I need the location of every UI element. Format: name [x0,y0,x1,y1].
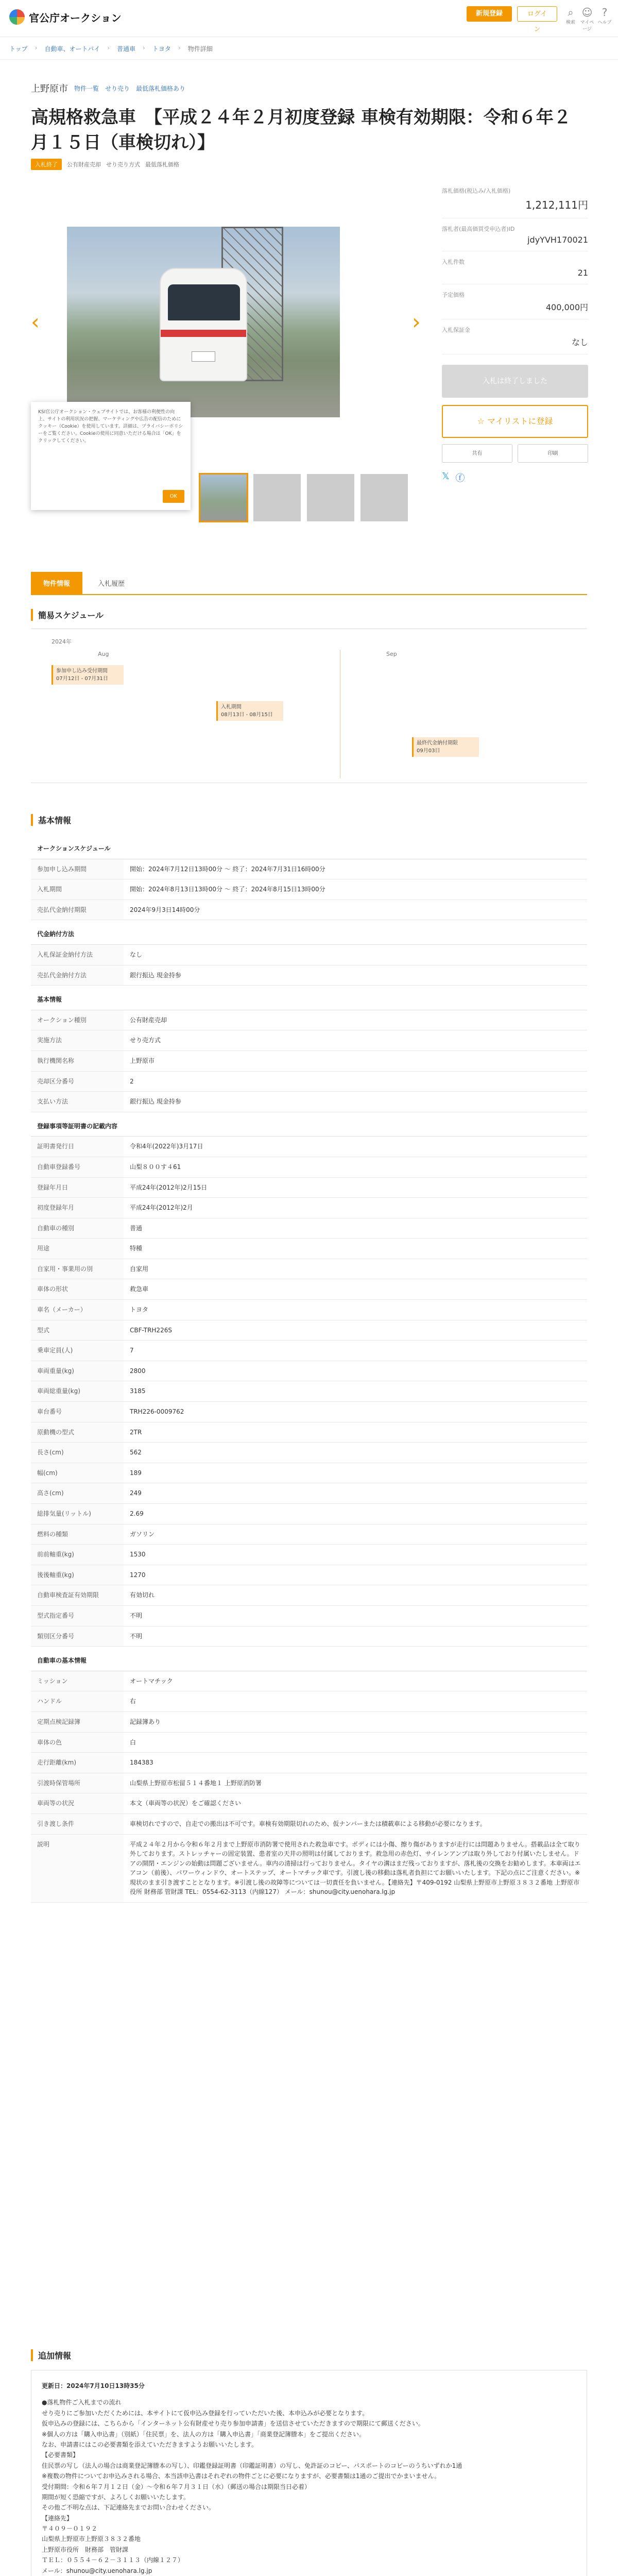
row-value: 249 [124,1483,587,1504]
help-icon[interactable]: ? ヘルプ [597,6,612,25]
text-line: ※個人の方は「購入申込書」（別紙）「住民票」を、法人の方は「購入申込書」「商業登記簿謄本」をご提出ください。 [42,2430,366,2438]
row-value: ガソリン [124,1524,587,1545]
info-group-header: オークションスケジュール [31,835,587,859]
row-value: 3185 [124,1381,587,1402]
row-key: 自家用・事業用の別 [31,1259,124,1279]
table-row [31,859,587,879]
row-value: せり売方式 [124,1030,587,1051]
table-row [31,1626,587,1647]
summary-row: 予定価格 400,000円 [442,284,588,319]
table-row [31,1320,587,1341]
table-row [31,944,587,965]
text-line: なお、申請書にはこの必要書類を添えていただきますようお願いいたします。 [42,2441,258,2448]
table-row [31,1300,587,1320]
info-group-header: 基本情報 [31,986,587,1010]
table-row [31,1773,587,1793]
user-icon[interactable]: ☺ マイページ [580,6,594,32]
thumbnail[interactable] [252,473,302,522]
table-row [31,1504,587,1524]
row-key: 車台番号 [31,1402,124,1422]
bid-button-disabled: 入札は終了しました [442,365,588,398]
table-row [31,1753,587,1773]
row-key: 型式指定番号 [31,1605,124,1626]
table-row [31,1010,587,1030]
twitter-icon[interactable]: 𝕏 [442,471,450,482]
text-line: 住民票の写し（法人の場合は商業登記簿謄本の写し）、印鑑登録証明書（印鑑証明書）の写し、免許証のコピー、パスポートのコピーのうちいずれか1通 [42,2462,462,2469]
table-row [31,1361,587,1381]
row-key: 説明 [31,1834,124,1903]
row-key: 高さ(cm) [31,1483,124,1504]
table-row [31,900,587,920]
schedule-bar-payment: 最終代金納付期限 09月03日 [412,737,479,757]
row-value: トヨタ [124,1300,587,1320]
row-key: 車名（メーカー） [31,1300,124,1320]
row-value: 車検切れですので、自走での搬出は不可です。車検有効期限切れのため、仮ナンバーまたは積載車による移動が必要になります。 [124,1814,587,1834]
row-key: 型式 [31,1320,124,1341]
row-value: 山梨県上野原市松留５１４番地１ 上野原消防署 [124,1773,587,1793]
row-key: 長さ(cm) [31,1443,124,1463]
text-line: その他ご不明な点は、下記連絡先までお問い合わせください。 [42,2504,215,2512]
row-key: 類別区分番号 [31,1626,124,1647]
info-group-header: 自動車の基本情報 [31,1647,587,1671]
row-key: 用途 [31,1239,124,1259]
row-key: 支払い方法 [31,1092,124,1112]
row-key: 幅(cm) [31,1463,124,1483]
item-breadcrumb [31,81,185,95]
text-line: メール：shunou@city.uenohara.lg.jp [42,2567,152,2574]
tag-label: せり売り方式 [106,161,140,168]
site-header [0,0,618,37]
text-line: 仮申込みの登録には、こちらから「インターネット公有財産せり売り参加申請書」を送信させていただきますので期限にて郵送ください。 [42,2420,424,2428]
prefecture-label: 上野原市 [31,83,68,94]
schedule-year: 2024年 [52,638,72,645]
updated-date: 更新日：2024年7月10日13時35分 [42,2382,145,2389]
crumb-link[interactable]: 物件一覧 [74,84,99,92]
bid-summary [442,180,588,484]
cookie-ok-button[interactable]: OK [163,490,184,503]
row-key: 初度登録年月 [31,1198,124,1218]
register-button[interactable]: 新規登録 [467,6,512,22]
tag-label: 公有財産売却 [67,161,101,168]
row-key: 登録年月日 [31,1177,124,1198]
row-value: 2.69 [124,1504,587,1524]
row-value: 特種 [124,1239,587,1259]
table-row [31,1605,587,1626]
month-label: Sep [386,651,397,657]
row-key: 実施方法 [31,1030,124,1051]
row-value: 令和4年(2022年)3月17日 [124,1137,587,1157]
table-row [31,1402,587,1422]
row-value: オートマチック [124,1671,587,1691]
text-line: 【必要書類】 [42,2451,79,2459]
extra-info-panel [31,2370,587,2576]
row-key: 前前軸重(kg) [31,1545,124,1565]
table-row [31,1157,587,1177]
row-value: 上野原市 [124,1050,587,1071]
tab-item-info[interactable]: 物件情報 [31,572,82,594]
status-badge: 入札終了 [31,159,62,170]
crumb-link[interactable]: 最低落札価格あり [136,84,186,92]
row-key: 車体の形状 [31,1279,124,1300]
table-row [31,1443,587,1463]
text-line: ＴＥＬ：０５５４－６２－３１１３（内線１２７） [42,2556,184,2564]
row-key: 走行距離(km) [31,1753,124,1773]
table-row [31,1793,587,1814]
table-row [31,1545,587,1565]
prev-photo-icon[interactable]: ‹ [31,309,40,334]
extra-info-title: 追加情報 [31,2349,587,2361]
table-row [31,1030,587,1051]
row-key: 入札保証金納付方法 [31,944,124,965]
row-key: 売却区分番号 [31,1071,124,1092]
row-key: 車両総重量(kg) [31,1381,124,1402]
row-key: 売払代金納付方法 [31,965,124,986]
brand-name: 官公庁オークション [29,11,122,24]
row-key: 自動車の種別 [31,1218,124,1239]
share-button[interactable]: 共有 [442,444,512,463]
text-line: 〒４０９－０１９２ [42,2525,98,2533]
table-row [31,1732,587,1753]
table-row [31,1381,587,1402]
nav-link[interactable]: トップ [9,45,28,53]
row-value: 救急車 [124,1279,587,1300]
add-mylist-button[interactable]: ☆ マイリストに登録 [442,405,588,438]
summary-row: 落札価格(税込み/入札価格) 1,212,111円 [442,180,588,218]
row-value: 銀行振込 現金持参 [124,1092,587,1112]
row-key: 執行機関名称 [31,1050,124,1071]
row-value: 562 [124,1443,587,1463]
row-key: 総排気量(リットル) [31,1504,124,1524]
row-key: ハンドル [31,1691,124,1712]
row-value: 2800 [124,1361,587,1381]
table-row [31,1814,587,1834]
row-value: 平成24年(2012年)2月 [124,1198,587,1218]
next-photo-icon[interactable]: › [412,309,421,334]
row-key: 車両重量(kg) [31,1361,124,1381]
row-value: 184383 [124,1753,587,1773]
month-label: Aug [98,651,109,657]
row-key: ミッション [31,1671,124,1691]
basic-info-table [31,835,587,1903]
text-line: 受付期間：令和６年７月１２日（金）～令和６年７月３１日（水）（郵送の場合は期限当日必着） [42,2483,311,2490]
table-row [31,1463,587,1483]
table-row [31,879,587,900]
table-row [31,1198,587,1218]
table-row [31,1834,587,1903]
row-value: 白 [124,1732,587,1753]
row-value: 7 [124,1341,587,1361]
row-value: 銀行振込 現金持参 [124,965,587,986]
schedule-bar-application: 参加申し込み受付期間 07月12日 - 07月31日 [52,665,124,685]
tab-bid-history[interactable]: 入札履歴 [85,572,137,594]
row-key: 乗車定員(人) [31,1341,124,1361]
table-row [31,1279,587,1300]
row-value: 右 [124,1691,587,1712]
item-tags [31,159,179,170]
row-value: 開始：2024年8月13日13時00分 ～ 終了：2024年8月15日13時00分 [124,879,587,900]
facebook-icon[interactable]: ⓕ [455,473,465,484]
row-key: 後後軸重(kg) [31,1565,124,1585]
row-value: 2 [124,1071,587,1092]
schedule-title: 簡易スケジュール [31,609,587,621]
basic-info-title: 基本情報 [31,814,587,826]
table-row [31,1218,587,1239]
row-value: 本文（車両等の状況）をご確認ください [124,1793,587,1814]
row-key: 車体の色 [31,1732,124,1753]
row-value: 1270 [124,1565,587,1585]
table-row [31,1711,587,1732]
text-line: 【連絡先】 [42,2514,73,2522]
table-row [31,1524,587,1545]
summary-row: 入札件数 21 [442,251,588,284]
info-group-header: 登録事項等証明書の記載内容 [31,1112,587,1137]
row-key: 車両等の状況 [31,1793,124,1814]
summary-row: 入札保証金 なし [442,319,588,354]
nav-link[interactable]: トヨタ [152,45,171,53]
nav-current: 物件詳細 [187,45,213,53]
row-value: 189 [124,1463,587,1483]
nav-link[interactable]: 自動車、オートバイ [44,45,100,53]
text-line: 期間が短く恐縮ですが、よろしくお願いいたします。 [42,2493,190,2501]
row-key: 引渡時保管場所 [31,1773,124,1793]
row-value: 自家用 [124,1259,587,1279]
row-value: 2024年9月3日14時00分 [124,900,587,920]
table-row [31,1050,587,1071]
schedule-bar-bidding: 入札期間 08月13日 - 08月15日 [216,701,283,721]
row-key: 自動車検査証有効期限 [31,1585,124,1606]
table-row [31,1092,587,1112]
row-key: 売払代金納付期限 [31,900,124,920]
extra-info-text [42,2397,576,2576]
table-row [31,1565,587,1585]
table-row [31,1341,587,1361]
ambulance-shape [160,268,247,381]
thumbnail[interactable] [199,473,248,522]
row-value: 2TR [124,1422,587,1443]
row-value: 山梨８００す４61 [124,1157,587,1177]
page-title: 高規格救急車 【平成２４年２月初度登録 車検有効期限：令和６年２月１５日（車検切れ）】 [31,107,571,154]
table-row [31,1483,587,1504]
row-key: 入札期間 [31,879,124,900]
table-row [31,1177,587,1198]
row-key: 参加申し込み期間 [31,859,124,879]
table-row [31,1422,587,1443]
breadcrumb-nav: トップ › 自動車、オートバイ › 普通車 › トヨタ › 物件詳細 [0,37,618,60]
row-key: 燃料の種類 [31,1524,124,1545]
print-button[interactable]: 印刷 [518,444,588,463]
row-value: 平成２４年２月から令和６年２月まで上野原市消防署で使用された救急車です。ボディには小傷、擦り傷がありますが走行には問題ありません。搭載品は全て取り外しております。ストレッチャーの固定装置、患者室の天井の照明は付属しております。救急用の赤色灯、サイレンアンプは取り外しており付属いたしません。ドアの開閉・エンジンの始動は問題ございません。車内の清掃は行っておりません。タイヤの溝はまだ残っておりますが、落札後の交換をお勧めします。本車両はエアコン（前後）、パワーウィンドウ、オートステップ、オートマチック車です。引渡し後の移動は落札者負担にてお願いいたします。下記の点にご注意ください。※現状のまま引き渡すこととなります。※引渡し後の故障等については一切責任を負いません。【連絡先】〒409-0192 山梨県上野原市上野原３８３２番地 上野原市役所 財務部 管財課 TEL：0554-62-3113（内線127） メール：shunou@city.uenohara.lg.jp [124,1834,587,1903]
thumbnail-strip [199,473,409,522]
row-key: 引き渡し条件 [31,1814,124,1834]
table-row [31,1691,587,1712]
row-value: 平成24年(2012年)2月15日 [124,1177,587,1198]
nav-link[interactable]: 普通車 [117,45,136,53]
table-row [31,1137,587,1157]
thumbnail[interactable] [306,473,355,522]
login-button[interactable]: ログイン [517,6,557,22]
tag-label: 最低落札価格 [145,161,179,168]
row-value: 普通 [124,1218,587,1239]
detail-tabs [31,572,587,595]
thumbnail[interactable] [359,473,409,522]
text-line: 上野原市役所 財務部 管財課 [42,2546,129,2553]
row-value: 公有財産売却 [124,1010,587,1030]
text-line: せり売りにご参加いただくためには、本サイトにて仮申込み登録を行っていただいた後、本申込みが必要となります。 [42,2409,369,2417]
info-group-header: 代金納付方法 [31,920,587,945]
row-value: 不明 [124,1626,587,1647]
row-key: オークション種別 [31,1010,124,1030]
row-key: 定期点検記録簿 [31,1711,124,1732]
text-line: 山梨県上野原市上野原３８３２番地 [42,2535,141,2543]
row-value: 有効切れ [124,1585,587,1606]
row-value: CBF-TRH226S [124,1320,587,1341]
row-value: 1530 [124,1545,587,1565]
cookie-banner [31,402,191,510]
table-row [31,965,587,986]
search-icon[interactable]: ⌕ 検索 [565,6,575,25]
cookie-text: KSI官公庁オークション・ウェブサイトでは、お客様の利便性の向上、サイトの利用状況の把握、マーケティングや広告の配信のためにクッキー（Cookie）を使用しています。詳細は、プライバシーポリシーをご覧ください。Cookieの使用に同意いただける場合は「OK」をクリックしてください。 [38,410,183,444]
crumb-link[interactable]: せり売り [105,84,130,92]
table-row [31,1585,587,1606]
main-photo [67,227,340,417]
logo-mark-icon [9,9,25,25]
table-row [31,1239,587,1259]
row-key: 原動機の型式 [31,1422,124,1443]
row-key: 証明書発行日 [31,1137,124,1157]
row-key: 自動車登録番号 [31,1157,124,1177]
text-line: ●落札物件ご入札までの流れ [42,2399,122,2406]
row-value: 開始：2024年7月12日13時00分 ～ 終了：2024年7月31日16時00分 [124,859,587,879]
table-row [31,1671,587,1691]
schedule-chart [31,629,587,783]
row-value: 不明 [124,1605,587,1626]
summary-row: 落札者(最高価買受申込者)ID jdyYVH170021 [442,218,588,251]
photo-gallery [31,180,433,531]
text-line: ※複数の物件についてお申込みされる場合、本当該申込書はそれぞれの物件ごとに必要になりますが、必要書類は1通のご提出でかまいません。 [42,2472,441,2480]
table-row [31,1071,587,1092]
row-value: 記録簿あり [124,1711,587,1732]
site-logo[interactable] [9,9,122,25]
row-value: TRH226-0009762 [124,1402,587,1422]
table-row [31,1259,587,1279]
row-value: なし [124,944,587,965]
